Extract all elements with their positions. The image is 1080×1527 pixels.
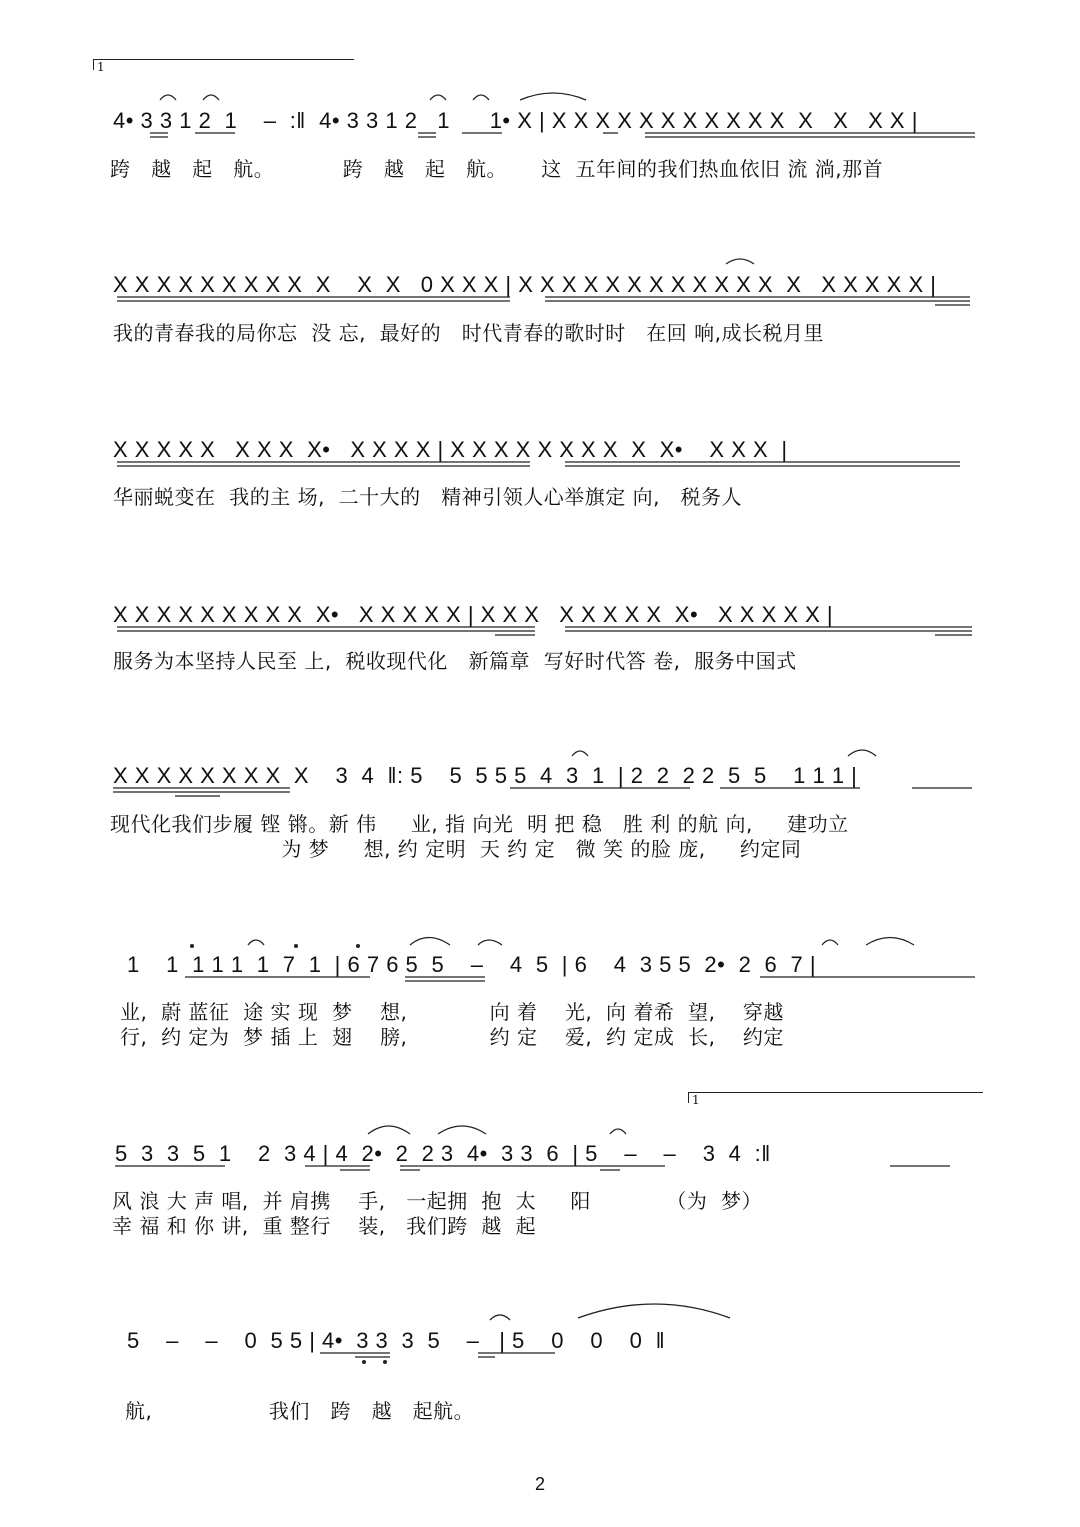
lyric-line-1: 跨 越 起 航。 跨 越 起 航。 这 五年间的我们热血依旧 流 淌,那首	[110, 157, 884, 181]
volta-number: 1	[692, 1093, 700, 1107]
notation-line-2: X X X X X X X X X X X X 0 X X X | X X X X X X X X X X X X X X X X X X |	[113, 272, 937, 297]
lyric-line-7a: 风 浪 大 声 唱, 并 肩携 手, 一起拥 抱 太 阳 （为 梦）	[112, 1189, 763, 1213]
volta-number: 1	[97, 60, 105, 74]
lyric-line-7b: 幸 福 和 你 讲, 重 整行 装, 我们跨 越 起	[112, 1214, 537, 1238]
lyric-line-4: 服务为本坚持人民至 上, 税收现代化 新篇章 写好时代答 卷, 服务中国式	[113, 649, 797, 673]
notation-line-5: X X X X X X X X X 3 4 ‖: 5 5 5 5 5 4 3 1 | 2 2 2 2 5 5 1 1 1 |	[113, 763, 858, 788]
notation-line-8: 5 – – 0 5 5 | 4• 3 3 3 5 – | 5 0 0 0 ‖	[127, 1328, 666, 1353]
notation-line-6: 1 1 1 1 1 1 7 1 | 6 7 6 5 5 – 4 5 | 6 4 3 5 5 2• 2 6 7 |	[127, 952, 817, 977]
lyric-line-6b: 行, 约 定为 梦 插 上 翅 膀, 约 定 爱, 约 定成 长, 约定	[120, 1025, 784, 1049]
lyric-line-2: 我的青春我的局你忘 没 忘, 最好的 时代青春的歌时时 在回 响,成长税月里	[113, 321, 825, 345]
notation-line-1: 4• 3 3 1 2 1 – :‖ 4• 3 3 1 2 1 1• X | X X X X X X X X X X X X X X X |	[113, 108, 918, 133]
notation-line-4: X X X X X X X X X X• X X X X X | X X X X X X X X X• X X X X X |	[113, 602, 834, 627]
lyric-line-5b: 为 梦 想, 约 定明 天 约 定 微 笑 的脸 庞, 约定同	[110, 837, 802, 861]
notation-line-3: X X X X X X X X X• X X X X | X X X X X X X X X X• X X X |	[113, 437, 788, 462]
lyric-line-5a: 现代化我们步履 铿 锵。新 伟 业, 指 向光 明 把 稳 胜 利 的航 向, 建功立	[110, 812, 849, 836]
lyric-line-8: 航, 我们 跨 越 起航。	[125, 1399, 475, 1423]
notation-line-7: 5 3 3 5 1 2 3 4 | 4 2• 2 2 3 4• 3 3 6 | 5 – – 3 4 :‖	[115, 1141, 771, 1166]
lyric-line-6a: 业, 蔚 蓝征 途 实 现 梦 想, 向 着 光, 向 着希 望, 穿越	[120, 1000, 784, 1024]
lyric-line-3: 华丽蜕变在 我的主 场, 二十大的 精神引领人心举旗定 向, 税务人	[113, 485, 743, 509]
page-number: 2	[534, 1474, 545, 1494]
